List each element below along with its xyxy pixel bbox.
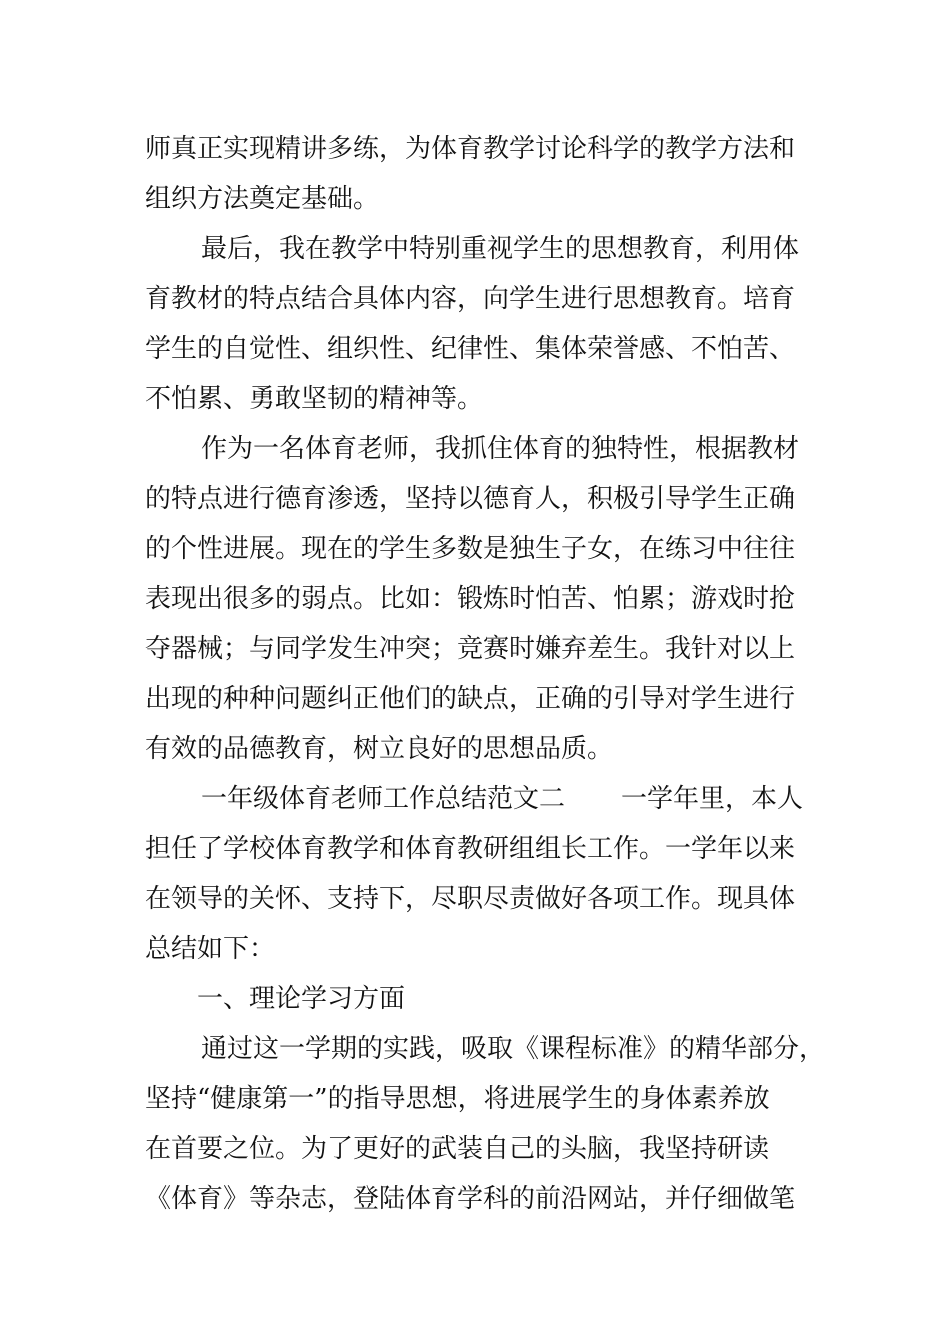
text-line: 育教材的特点结合具体内容，向学生进行思想教育。培育 (145, 284, 796, 314)
text-line: 组织方法奠定基础。 (145, 184, 380, 214)
text-line: 夺器械；与同学发生冲突；竞赛时嫌弃差生。我针对以上 (145, 634, 796, 664)
text-line: 师真正实现精讲多练，为体育教学讨论科学的教学方法和 (145, 134, 796, 164)
text-line: 出现的种种问题纠正他们的缺点，正确的引导对学生进行 (145, 684, 796, 714)
text-line: 《体育》等杂志，登陆体育学科的前沿网站，并仔细做笔 (145, 1184, 796, 1214)
text-line: 不怕累、勇敢坚韧的精神等。 (145, 384, 484, 414)
text-line: 在首要之位。为了更好的武装自己的头脑，我坚持研读 (145, 1134, 770, 1164)
subheading-line: 一、理论学习方面 (197, 984, 406, 1014)
section-intro: 一学年里，本人 (621, 784, 804, 814)
section-title-line (145, 774, 815, 824)
text-line: 坚持“健康第一”的指导思想，将进展学生的身体素养放 (145, 1084, 770, 1114)
paragraph-start-line: 通过这一学期的实践，吸取《课程标准》的精华部分， (201, 1034, 826, 1064)
text-line: 有效的品德教育，树立良好的思想品质。 (145, 734, 614, 764)
text-line: 的个性进展。现在的学生多数是独生子女，在练习中往往 (145, 534, 796, 564)
body-text (145, 124, 826, 1224)
paragraph-start-line: 最后，我在教学中特别重视学生的思想教育，利用体 (201, 234, 800, 264)
text-line: 总结如下： (145, 934, 276, 964)
text-line: 担任了学校体育教学和体育教研组组长工作。一学年以来 (145, 834, 796, 864)
section-title: 一年级体育老师工作总结范文二 (201, 784, 566, 814)
text-line: 表现出很多的弱点。比如：锻炼时怕苦、怕累；游戏时抢 (145, 584, 796, 614)
text-line: 学生的自觉性、组织性、纪律性、集体荣誉感、不怕苦、 (145, 334, 796, 364)
text-line: 的特点进行德育渗透，坚持以德育人，积极引导学生正确 (145, 484, 796, 514)
text-line: 在领导的关怀、支持下，尽职尽责做好各项工作。现具体 (145, 884, 796, 914)
paragraph-start-line: 作为一名体育老师，我抓住体育的独特性，根据教材 (201, 434, 800, 464)
